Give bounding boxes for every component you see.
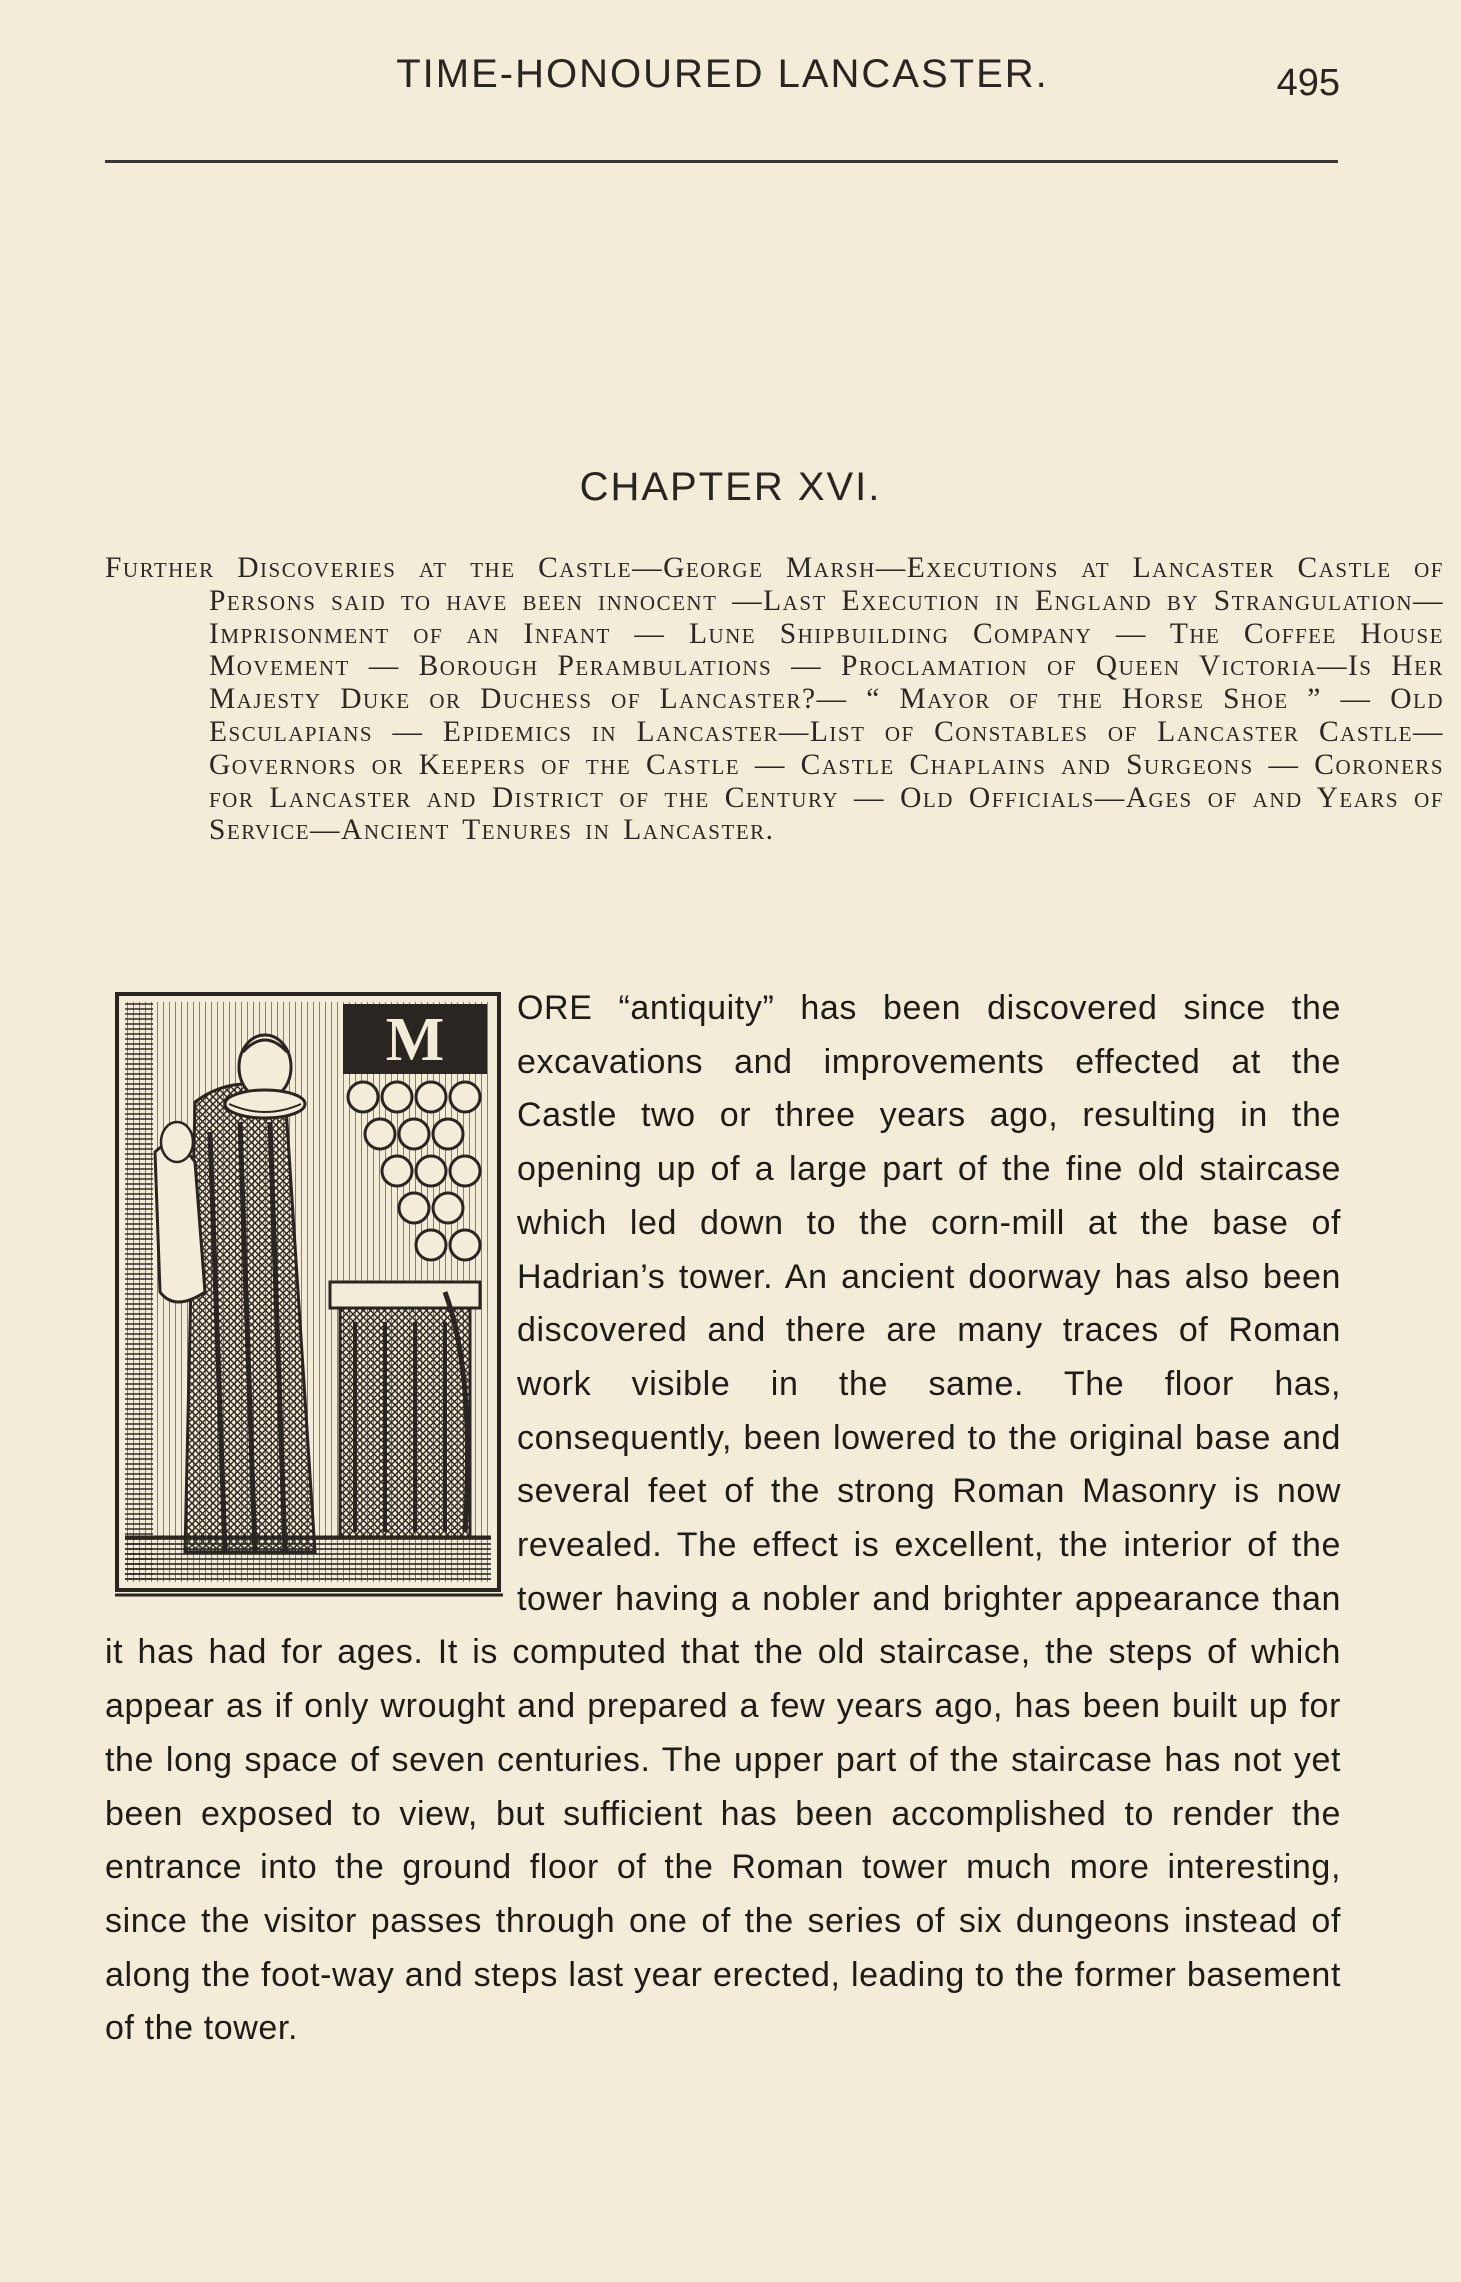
running-head: [105, 52, 1340, 112]
initial-float-spacer: [105, 982, 517, 1622]
running-title: TIME-HONOURED LANCASTER.: [396, 52, 1049, 96]
chapter-heading: CHAPTER XVI.: [579, 465, 882, 509]
header-rule: [105, 160, 1338, 163]
body-paragraph: ORE “antiquity” has been discovered since the excavations and improvements effected at the Castle two or three years ago, resulting in the opening up of a large part of the fine old staircase which led down to the corn-mill at the base of Hadrian’s tower. An ancient doorway has also been discovered and there are many traces of Roman work visible in the same. The floor has, consequently, been lowered to the original base and several feet of the strong Roman Masonry is now revealed. The effect is excellent, the interior of the tower having a nobler and brighter appearance than it has had for ages. It is computed that the old staircase, the steps of which appear as if only wrought and prepared a few years ago, has been built up for the long space of seven centuries. The upper part of the staircase has not yet been exposed to view, but sufficient has been accomplished to render the entrance into the ground floor of the Roman tower much more interesting, since the visitor passes through one of the series of six dungeons instead of along the foot-way and steps last year erected, leading to the former basement of the tower.: [105, 989, 1341, 2048]
body-text: [105, 982, 1341, 2056]
page-number: 495: [1276, 62, 1340, 104]
chapter-synopsis: Further Discoveries at the Castle—George Marsh—Executions at Lancaster Castle of Persons said to have been innocent —Last Execution in England by Strangulation—Imprisonment of an Infant — Lune Shipbuilding Company — The Coffee House Movement — Borough Perambulations — Proclamation of Queen Victoria—Is Her Majesty Duke or Duchess of Lancaster?— “ Mayor of the Horse Shoe ” — Old Esculapians — Epidemics in Lancaster—List of Constables of Lancaster Castle—Governors or Keepers of the Castle — Castle Chaplains and Surgeons — Coroners for Lancaster and District of the Century — Old Officials—Ages of and Years of Service—Ancient Tenures in Lancaster.: [105, 552, 1444, 847]
svg-text:M: M: [385, 1006, 445, 1074]
